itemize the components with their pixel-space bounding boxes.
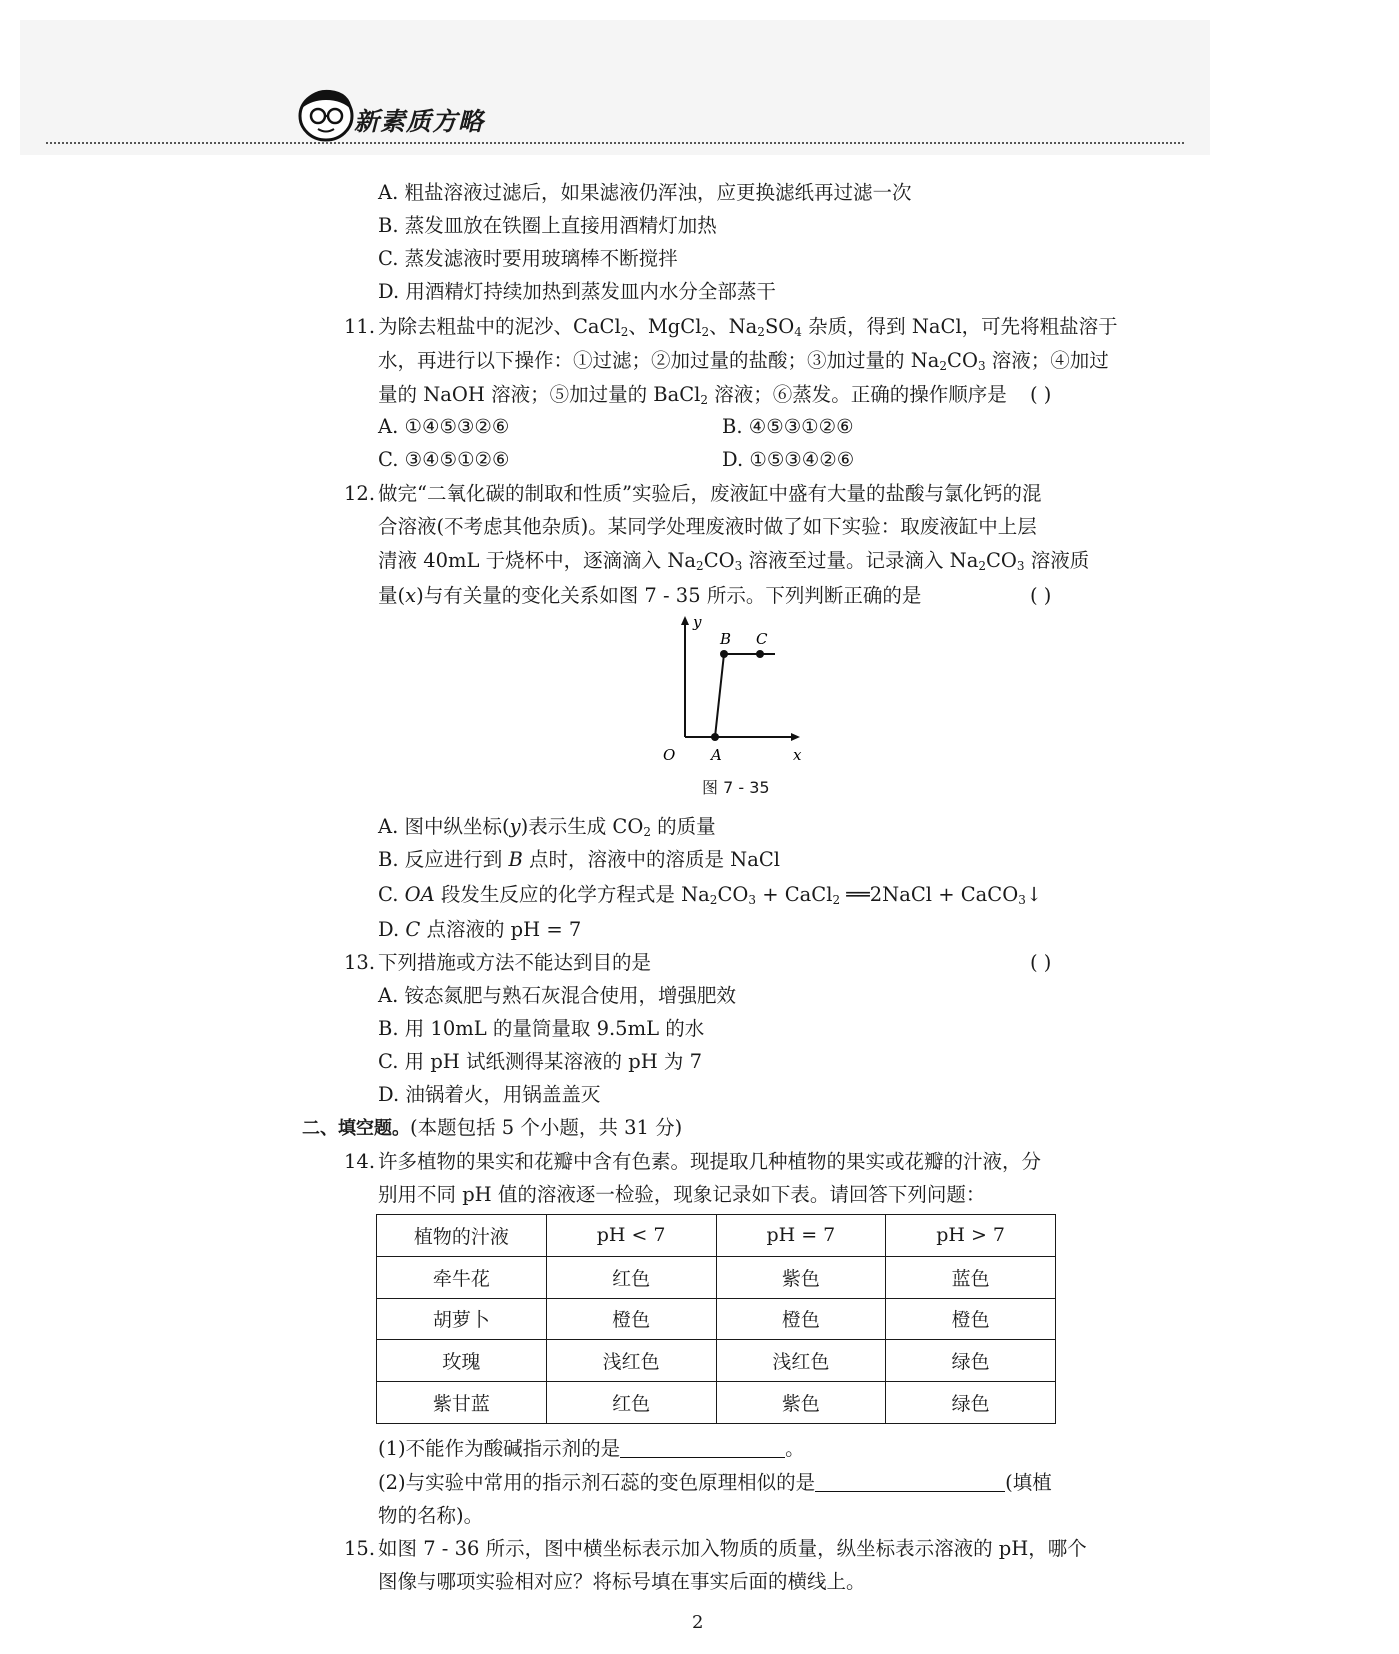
- point-c: [756, 650, 764, 658]
- table-header-cell: pH = 7: [716, 1215, 886, 1257]
- table-row: [377, 1298, 1056, 1340]
- x-axis-arrow-icon: [791, 733, 800, 741]
- q14-sub2-cont: 物的名称)。: [378, 1504, 484, 1527]
- table-cell: 绿色: [886, 1340, 1056, 1382]
- q11-option-c: C. ③④⑤①②⑥: [378, 448, 510, 471]
- table-header-cell: pH < 7: [546, 1215, 716, 1257]
- table-cell: 浅红色: [546, 1340, 716, 1382]
- q10-option-c: C. 蒸发滤液时要用玻璃棒不断搅拌: [378, 247, 678, 270]
- point-label-b: B: [720, 630, 732, 648]
- table-cell: 紫色: [716, 1382, 886, 1424]
- point-label-c: C: [756, 630, 768, 648]
- table-cell: 玫瑰: [377, 1340, 547, 1382]
- x-axis-label: x: [793, 746, 802, 764]
- table-cell: 紫色: [716, 1256, 886, 1298]
- q15-line1: 如图 7 - 36 所示，图中横坐标表示加入物质的质量，纵坐标表示溶液的 pH，哪个: [378, 1537, 1087, 1560]
- q12-option-c: C. OA 段发生反应的化学方程式是 $Na_2CO_3$ + CaCl$_2$ ══2NaCl + CaCO$_3$↓: [378, 883, 1043, 907]
- table-row: [377, 1256, 1056, 1298]
- q14-sub1-answer-blank[interactable]: [620, 1437, 785, 1458]
- table-cell: 蓝色: [886, 1256, 1056, 1298]
- q13-option-c: C. 用 pH 试纸测得某溶液的 pH 为 7: [378, 1050, 702, 1073]
- table-cell: 橙色: [546, 1298, 716, 1340]
- table-header-cell: 植物的汁液: [377, 1215, 547, 1257]
- q15-line2: 图像与哪项实验相对应？将标号填在事实后面的横线上。: [378, 1570, 866, 1593]
- origin-label: O: [663, 746, 676, 764]
- table-row: [377, 1340, 1056, 1382]
- q13-option-a: A. 铵态氮肥与熟石灰混合使用，增强肥效: [378, 984, 736, 1007]
- q14-line1: 许多植物的果实和花瓣中含有色素。现提取几种植物的果实或花瓣的汁液，分: [378, 1150, 1042, 1173]
- q10-option-a: A. 粗盐溶液过滤后，如果滤液仍浑浊，应更换滤纸再过滤一次: [378, 181, 912, 204]
- q13-option-d: D. 油锅着火，用锅盖盖灭: [378, 1083, 601, 1106]
- y-axis-label: y: [693, 613, 702, 631]
- q12-line4: 量(x)与有关量的变化关系如图 7 - 35 所示。下列判断正确的是: [378, 584, 922, 607]
- table-cell: 橙色: [886, 1298, 1056, 1340]
- q11-line2: 水，再进行以下操作：①过滤；②加过量的盐酸；③加过量的 $Na_2CO_3$ 溶液；④加过: [378, 349, 1109, 373]
- point-b: [720, 650, 728, 658]
- q11-option-b: B. ④⑤③①②⑥: [722, 415, 854, 438]
- section-2-heading: 二、填空题。(本题包括 5 个小题，共 31 分): [302, 1116, 683, 1139]
- header-divider: [46, 142, 1184, 144]
- q11-option-d: D. ①⑤③④②⑥: [722, 448, 855, 471]
- q10-option-d: D. 用酒精灯持续加热到蒸发皿内水分全部蒸干: [378, 280, 776, 303]
- q11-number: 11.: [344, 315, 376, 338]
- y-axis-arrow-icon: [681, 616, 689, 625]
- q14-sub1: (1)不能作为酸碱指示剂的是 。: [378, 1437, 805, 1460]
- q12-line2: 合溶液(不考虑其他杂质)。某同学处理废液时做了如下实验：取废液缸中上层: [378, 515, 1037, 538]
- header-band: [20, 20, 1210, 155]
- table-cell: 浅红色: [716, 1340, 886, 1382]
- q11-answer-bracket: ( ): [1030, 383, 1052, 406]
- q14-sub2: (2)与实验中常用的指示剂石蕊的变色原理相似的是 (填植: [378, 1471, 1052, 1494]
- table-cell: 绿色: [886, 1382, 1056, 1424]
- q12-option-d: D. C 点溶液的 pH = 7: [378, 918, 582, 941]
- q10-option-b: B. 蒸发皿放在铁圈上直接用酒精灯加热: [378, 214, 717, 237]
- table-cell: 橙色: [716, 1298, 886, 1340]
- figure-7-35-chart: [660, 612, 810, 767]
- q11-option-a: A. ①④⑤③②⑥: [378, 415, 510, 438]
- q14-sub2-answer-blank[interactable]: [815, 1471, 1005, 1492]
- q14-number: 14.: [344, 1150, 376, 1173]
- q15-number: 15.: [344, 1537, 376, 1560]
- series-line: [685, 654, 775, 737]
- q13-stem: 下列措施或方法不能达到目的是: [378, 951, 652, 974]
- figure-7-35-caption: 图 7 - 35: [702, 778, 770, 797]
- brand-title: 新素质方略: [354, 107, 485, 136]
- q14-line2: 别用不同 pH 值的溶液逐一检验，现象记录如下表。请回答下列问题：: [378, 1183, 986, 1206]
- page-number: 2: [692, 1612, 704, 1633]
- point-a: [711, 733, 719, 741]
- table-cell: 胡萝卜: [377, 1298, 547, 1340]
- table-cell: 牵牛花: [377, 1256, 547, 1298]
- q12-number: 12.: [344, 482, 376, 505]
- cartoon-face-logo-icon: [296, 86, 356, 142]
- table-row: [377, 1382, 1056, 1424]
- table-cell: 紫甘蓝: [377, 1382, 547, 1424]
- q12-option-a: A. 图中纵坐标(y)表示生成 $CO_2$ 的质量: [378, 815, 716, 839]
- q12-option-b: B. 反应进行到 B 点时，溶液中的溶质是 NaCl: [378, 848, 781, 871]
- q13-number: 13.: [344, 951, 376, 974]
- q13-option-b: B. 用 10mL 的量筒量取 9.5mL 的水: [378, 1017, 705, 1040]
- q11-line1: 为除去粗盐中的泥沙、CaCl$_2$、MgCl$_2$、$Na_2SO_4$ 杂质，得到 NaCl，可先将粗盐溶于: [378, 315, 1118, 339]
- table-cell: 红色: [546, 1382, 716, 1424]
- q12-answer-bracket: ( ): [1030, 584, 1052, 607]
- q13-answer-bracket: ( ): [1030, 951, 1052, 974]
- q12-line1: 做完“二氧化碳的制取和性质”实验后，废液缸中盛有大量的盐酸与氯化钙的混: [378, 482, 1042, 505]
- q12-line3: 清液 40mL 于烧杯中，逐滴滴入 $Na_2CO_3$ 溶液至过量。记录滴入 $Na_2CO_3$ 溶液质: [378, 549, 1090, 573]
- point-label-a: A: [711, 746, 722, 764]
- ph-color-table: [376, 1214, 1056, 1424]
- table-header-cell: pH > 7: [886, 1215, 1056, 1257]
- table-header-row: [377, 1215, 1056, 1257]
- q11-line3: 量的 NaOH 溶液；⑤加过量的 BaCl$_2$ 溶液；⑥蒸发。正确的操作顺序是: [378, 383, 1007, 407]
- table-cell: 红色: [546, 1256, 716, 1298]
